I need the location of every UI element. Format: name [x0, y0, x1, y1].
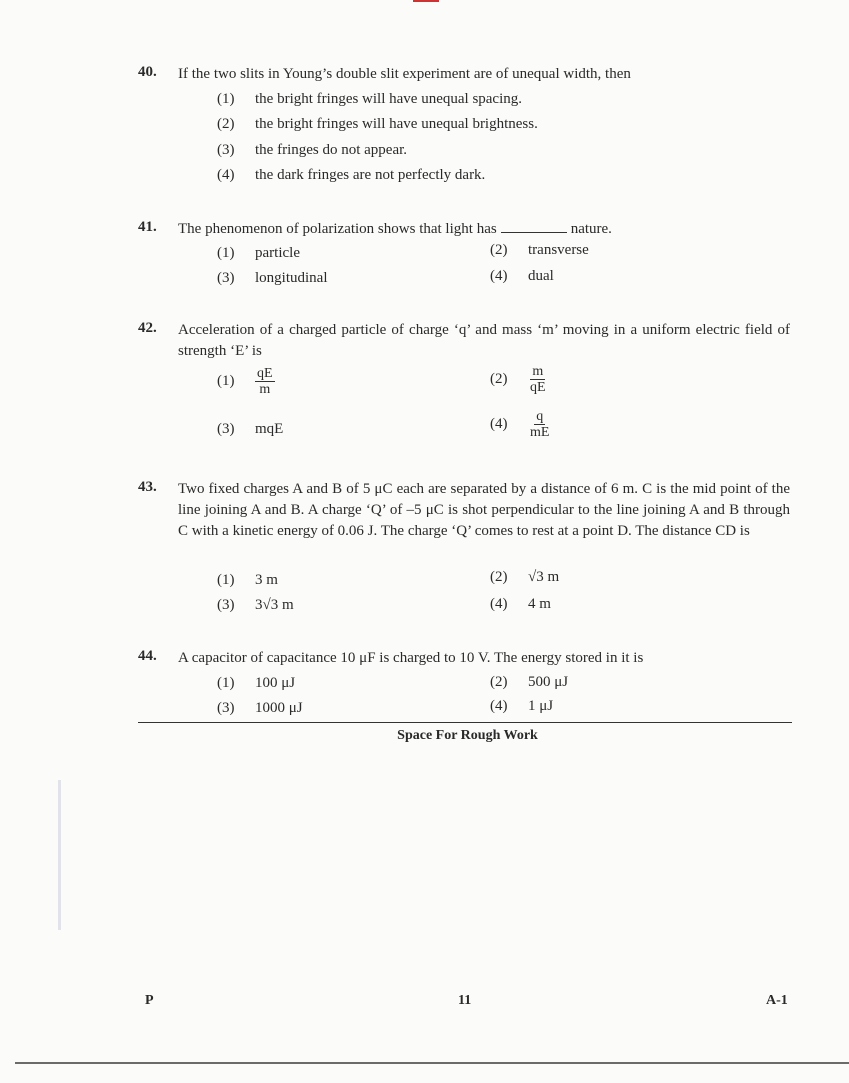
option-text: 100 μJ	[255, 675, 296, 691]
option-text: the fringes do not appear.	[255, 142, 408, 158]
option-label: (2)	[490, 674, 508, 690]
question-text-after: nature.	[570, 221, 612, 237]
option-text: the bright fringes will have unequal brightness.	[255, 116, 538, 132]
option-text: the dark fringes are not perfectly dark.	[255, 167, 486, 183]
option-label: (1)	[217, 372, 235, 389]
option-text: 500 μJ	[528, 674, 569, 690]
rough-work-heading: Space For Rough Work	[397, 728, 538, 743]
q42-option-2[interactable]	[490, 364, 548, 395]
option-text: dual	[528, 268, 554, 284]
q43-option-1[interactable]	[217, 572, 278, 589]
booklet-code: A-1	[766, 993, 788, 1008]
fraction-numerator: q	[536, 409, 544, 424]
q41-option-3[interactable]	[217, 270, 328, 287]
option-label: (3)	[217, 142, 235, 158]
option-text: longitudinal	[255, 270, 328, 286]
q40-option-1[interactable]	[217, 91, 522, 108]
q43-option-2[interactable]	[490, 569, 559, 586]
question-number: 42.	[138, 320, 157, 336]
page-edge-shadow	[58, 780, 61, 930]
q41-option-4[interactable]	[490, 268, 554, 285]
option-label: (2)	[490, 370, 508, 387]
option-text: transverse	[528, 242, 589, 258]
q44-option-1[interactable]	[217, 675, 295, 692]
q40-option-4[interactable]	[217, 167, 485, 184]
option-label: (4)	[217, 167, 235, 183]
fraction	[255, 366, 275, 397]
page-bottom-edge	[15, 1062, 849, 1064]
option-text: 3√3 m	[255, 597, 294, 613]
question-text: Acceleration of a charged particle of charge ‘q’ and mass ‘m’ moving in a uniform electric field of strength ‘E’ is	[178, 322, 790, 359]
option-label: (1)	[217, 675, 235, 691]
question-number: 41.	[138, 219, 157, 235]
fraction-denominator: mE	[530, 425, 550, 440]
q42-option-4[interactable]	[490, 409, 551, 440]
question-number: 43.	[138, 479, 157, 495]
option-label: (3)	[217, 270, 235, 286]
option-label: (1)	[217, 91, 235, 107]
q44-option-2[interactable]	[490, 674, 568, 691]
option-label: (3)	[217, 597, 235, 613]
option-label: (4)	[490, 415, 508, 432]
question-number: 44.	[138, 648, 157, 664]
option-label: (4)	[490, 268, 508, 284]
option-label: (2)	[217, 116, 235, 132]
question-number: 40.	[138, 64, 157, 80]
option-text: particle	[255, 245, 300, 261]
option-label: (2)	[490, 242, 508, 258]
q44-option-3[interactable]	[217, 700, 303, 717]
q41-option-1[interactable]	[217, 245, 300, 262]
fraction-denominator: qE	[530, 380, 546, 395]
q40-option-3[interactable]	[217, 142, 407, 159]
question-text	[178, 219, 790, 240]
option-text: 1 μJ	[528, 698, 554, 714]
option-label: (1)	[217, 572, 235, 588]
option-text: 1000 μJ	[255, 700, 303, 716]
option-text: mqE	[255, 421, 284, 437]
option-label: (2)	[490, 569, 508, 585]
q40-option-2[interactable]	[217, 116, 538, 133]
option-text: 3 m	[255, 572, 278, 588]
q42-option-3[interactable]	[217, 421, 283, 438]
option-label: (3)	[217, 421, 235, 437]
q43-option-4[interactable]	[490, 596, 551, 613]
top-edge-mark	[413, 0, 439, 2]
question-text: A capacitor of capacitance 10 μF is charged to 10 V. The energy stored in it is	[178, 650, 644, 666]
option-text: √3 m	[528, 569, 560, 585]
fraction	[528, 409, 551, 440]
q41-option-2[interactable]	[490, 242, 589, 259]
option-text: the bright fringes will have unequal spacing.	[255, 91, 523, 107]
rough-work-divider	[138, 722, 792, 723]
option-text: 4 m	[528, 596, 551, 612]
option-label: (4)	[490, 596, 508, 612]
option-label: (1)	[217, 245, 235, 261]
q42-option-1[interactable]	[217, 366, 275, 397]
fraction-denominator: m	[259, 382, 271, 397]
option-label: (3)	[217, 700, 235, 716]
option-label: (4)	[490, 698, 508, 714]
fill-blank	[501, 232, 567, 233]
q43-option-3[interactable]	[217, 597, 294, 614]
q44-option-4[interactable]	[490, 698, 553, 715]
fraction-numerator: qE	[257, 366, 273, 381]
question-text-before: The phenomenon of polarization shows that light has	[178, 221, 497, 237]
footer-code: P	[145, 993, 154, 1008]
question-text: Two fixed charges A and B of 5 μC each are separated by a distance of 6 m. C is the mid point of the line joining A and B. A charge ‘Q’ of –5 μC is shot perpendicular to the line joining A and B through C with a kinetic energy of 0.06 J. The charge ‘Q’ comes to rest at a point D. The distance CD is	[178, 481, 790, 539]
question-text: If the two slits in Young’s double slit experiment are of unequal width, then	[178, 66, 631, 82]
fraction	[528, 364, 548, 395]
fraction-numerator: m	[532, 364, 544, 379]
page-number: 11	[458, 993, 472, 1008]
